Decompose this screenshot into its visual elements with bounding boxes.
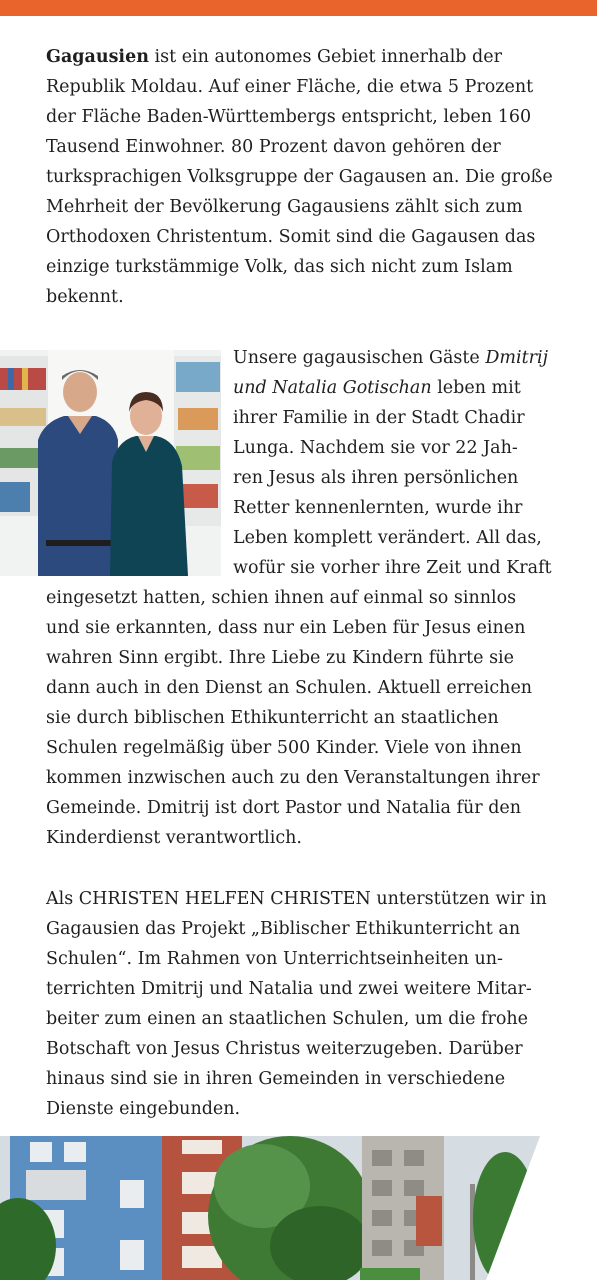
text-line: Kinderdienst verantwortlich. xyxy=(46,828,302,848)
text-line: und sie erkannten, dass nur ein Leben für Jesus einen xyxy=(46,618,526,638)
text-line: Gagausien ist ein autonomes Gebiet innerhalb der xyxy=(46,47,502,67)
guests-paragraph xyxy=(46,343,558,853)
text-line: terrichten Dmitrij und Natalia und zwei weitere Mitar- xyxy=(46,979,532,999)
text-line: turksprachigen Volksgruppe der Gagausen an. Die große xyxy=(46,167,553,187)
text-line: Als CHRISTEN HELFEN CHRISTEN unterstützen wir in xyxy=(46,889,547,909)
text-line: kommen inzwischen auch zu den Veranstaltungen ihrer xyxy=(46,768,540,788)
text-line: einzige turkstämmige Volk, das sich nicht zum Islam xyxy=(46,257,513,277)
text-line: eingesetzt hatten, schien ihnen auf einmal so sinnlos xyxy=(46,588,517,608)
street-photo xyxy=(0,1136,540,1280)
text-line: sie durch biblischen Ethikunterricht an staatlichen xyxy=(46,708,499,728)
text-line: der Fläche Baden-Württembergs entspricht, leben 160 xyxy=(46,107,532,127)
text-line: Retter kennenlernten, wurde ihr xyxy=(233,498,523,518)
italic-name: und Natalia Gotischan xyxy=(233,378,432,398)
text-line: Unsere gagausischen Gäste Dmitrij xyxy=(233,348,549,368)
text-line: Botschaft von Jesus Christus weiterzugeben. Darüber xyxy=(46,1039,523,1059)
text-line: hinaus sind sie in ihren Gemeinden in verschiedene xyxy=(46,1069,506,1089)
text-line: und Natalia Gotischan leben mit xyxy=(233,378,521,398)
text-line: Gemeinde. Dmitrij ist dort Pastor und Natalia für den xyxy=(46,798,522,818)
text-line: wahren Sinn ergibt. Ihre Liebe zu Kindern führte sie xyxy=(46,648,514,668)
text-line: Gagausien das Projekt „Biblischer Ethikunterricht an xyxy=(46,919,521,939)
text-line: beiter zum einen an staatlichen Schulen, um die frohe xyxy=(46,1009,529,1029)
text-line: Schulen“. Im Rahmen von Unterrichtseinheiten un- xyxy=(46,949,503,969)
text-line: Lunga. Nachdem sie vor 22 Jah- xyxy=(233,438,518,458)
text-line: ihrer Familie in der Stadt Chadir xyxy=(233,408,525,428)
text-line: Schulen regelmäßig über 500 Kinder. Viele von ihnen xyxy=(46,738,522,758)
text-line: Mehrheit der Bevölkerung Gagausiens zählt sich zum xyxy=(46,197,523,217)
text-line: bekennt. xyxy=(46,287,124,307)
text-line: wofür sie vorher ihre Zeit und Kraft xyxy=(233,558,552,578)
text-line: ren Jesus als ihren persönlichen xyxy=(233,468,519,488)
text-line: Orthodoxen Christentum. Somit sind die Gagausen das xyxy=(46,227,536,247)
project-paragraph xyxy=(46,884,558,1124)
text-line: Leben komplett verändert. All das, xyxy=(233,528,542,548)
italic-name: Dmitrij xyxy=(485,348,549,368)
text-line: Republik Moldau. Auf einer Fläche, die etwa 5 Prozent xyxy=(46,77,534,97)
text-line: Tausend Einwohner. 80 Prozent davon gehören der xyxy=(46,137,501,157)
top-accent-bar xyxy=(0,0,597,16)
intro-paragraph xyxy=(46,42,558,312)
text-line: Dienste eingebunden. xyxy=(46,1099,241,1119)
text-line: dann auch in den Dienst an Schulen. Aktuell erreichen xyxy=(46,678,533,698)
bold-lead-word: Gagausien xyxy=(46,47,149,67)
